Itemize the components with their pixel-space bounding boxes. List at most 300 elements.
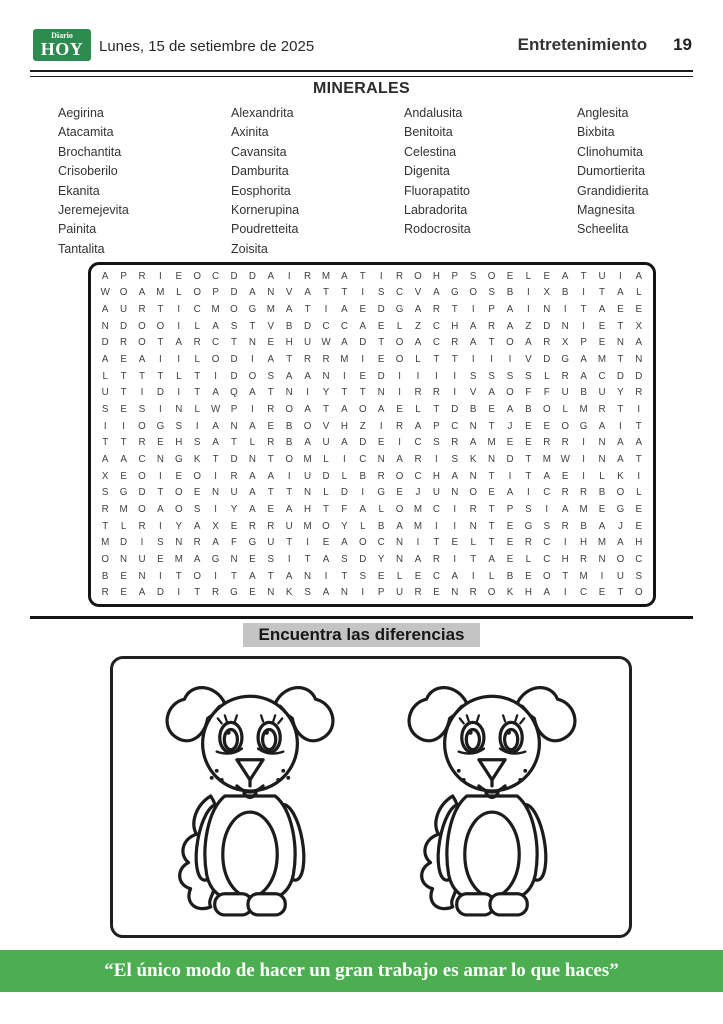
grid-letter: L — [360, 520, 366, 532]
grid-letter: E — [322, 537, 330, 549]
grid-letter: U — [432, 487, 440, 499]
grid-letter: R — [469, 587, 477, 599]
grid-letter: E — [525, 420, 532, 432]
grid-letter: B — [561, 287, 569, 299]
grid-letter: T — [488, 537, 495, 549]
grid-letter: T — [617, 354, 624, 366]
grid-letter: S — [488, 370, 495, 382]
grid-letter: V — [285, 287, 293, 299]
grid-letter: D — [635, 370, 643, 382]
grid-letter: N — [230, 553, 238, 565]
grid-letter: O — [193, 270, 201, 282]
grid-letter: I — [306, 537, 309, 549]
grid-letter: R — [396, 420, 404, 432]
grid-letter: R — [212, 587, 220, 599]
grid-letter: O — [248, 370, 257, 382]
grid-letter: C — [432, 337, 440, 349]
grid-letter: T — [286, 487, 293, 499]
grid-letter: O — [193, 570, 201, 582]
grid-letter: I — [619, 420, 622, 432]
grid-letter: T — [194, 370, 201, 382]
grid-letter: R — [580, 553, 588, 565]
grid-letter: A — [285, 304, 293, 316]
grid-letter: G — [524, 520, 533, 532]
grid-letter: T — [378, 337, 385, 349]
grid-letter: T — [267, 453, 274, 465]
header-right — [518, 35, 692, 55]
quote-text: “El único modo de hacer un gran trabajo es amar lo que haces” — [104, 960, 619, 981]
grid-letter: A — [157, 503, 164, 515]
grid-letter: G — [230, 587, 238, 599]
grid-letter: A — [249, 387, 256, 399]
grid-letter: Y — [617, 387, 624, 399]
grid-letter: Y — [230, 503, 238, 515]
grid-letter: R — [432, 387, 440, 399]
grid-letter: M — [156, 287, 165, 299]
grid-letter: I — [563, 537, 567, 549]
grid-letter: O — [174, 503, 183, 515]
grid-letter: D — [359, 337, 367, 349]
grid-letter: A — [617, 437, 624, 449]
grid-letter: E — [598, 503, 606, 515]
grid-letter: A — [212, 320, 219, 332]
grid-letter: T — [323, 503, 329, 515]
grid-letter: I — [637, 404, 641, 416]
grid-letter: I — [453, 387, 457, 399]
grid-letter: O — [542, 404, 551, 416]
grid-letter: R — [120, 337, 128, 349]
grid-letter: C — [432, 320, 440, 332]
grid-letter: U — [304, 337, 312, 349]
grid-letter: D — [156, 387, 164, 399]
word-item: Poudretteita — [231, 222, 299, 237]
grid-letter: U — [138, 553, 146, 565]
grid-letter: E — [598, 337, 606, 349]
grid-letter: D — [156, 587, 164, 599]
grid-letter: H — [561, 553, 569, 565]
section-divider — [30, 616, 693, 619]
grid-letter: P — [230, 404, 238, 416]
word-item: Aegirina — [58, 106, 104, 120]
word-item: Atacamita — [58, 125, 114, 140]
word-item: Anglesita — [577, 106, 629, 120]
grid-letter: C — [396, 287, 404, 299]
grid-letter: N — [304, 487, 312, 499]
grid-letter: B — [580, 387, 587, 399]
grid-letter: J — [415, 487, 421, 499]
word-item: Digenita — [404, 164, 450, 179]
grid-letter: B — [377, 520, 385, 532]
grid-letter: R — [304, 354, 312, 366]
grid-letter: W — [560, 453, 570, 465]
grid-letter: R — [598, 404, 606, 416]
grid-letter: N — [156, 453, 164, 465]
grid-letter: O — [193, 470, 201, 482]
grid-letter: I — [453, 553, 457, 565]
word-column — [58, 104, 231, 259]
grid-letter: A — [212, 537, 219, 549]
grid-letter: U — [267, 537, 275, 549]
grid-letter: E — [157, 437, 164, 449]
grid-letter: T — [433, 354, 440, 366]
grid-letter: B — [580, 520, 587, 532]
grid-letter: S — [101, 487, 109, 499]
grid-letter: O — [561, 420, 569, 432]
grid-letter: O — [395, 503, 404, 515]
grid-letter: A — [580, 354, 587, 366]
grid-letter: E — [120, 404, 127, 416]
grid-letter: I — [287, 270, 291, 282]
grid-letter: E — [396, 487, 403, 499]
grid-letter: T — [157, 487, 164, 499]
grid-letter: O — [138, 320, 146, 332]
grid-letter: T — [617, 320, 624, 332]
grid-letter: A — [451, 470, 459, 482]
grid-letter: M — [413, 503, 423, 515]
grid-letter: I — [214, 503, 217, 515]
grid-letter: I — [159, 520, 162, 532]
grid-letter: N — [396, 553, 404, 565]
grid-letter: G — [561, 354, 569, 366]
grid-letter: R — [138, 437, 146, 449]
grid-letter: R — [414, 453, 422, 465]
grid-letter: Y — [341, 520, 348, 532]
grid-letter: A — [341, 437, 348, 449]
grid-letter: T — [323, 287, 329, 299]
grid-letter: E — [414, 570, 422, 582]
grid-letter: O — [506, 387, 514, 399]
grid-letter: T — [231, 337, 237, 349]
grid-letter: A — [138, 354, 146, 366]
grid-letter: C — [414, 470, 422, 482]
word-item: Clinohumita — [577, 144, 644, 159]
grid-letter: B — [469, 404, 477, 416]
grid-letter: R — [230, 470, 238, 482]
grid-letter: T — [599, 287, 605, 299]
grid-letter: C — [543, 537, 551, 549]
grid-letter: L — [544, 370, 550, 382]
word-item: Celestina — [404, 144, 457, 159]
grid-letter: T — [359, 387, 366, 399]
grid-letter: H — [175, 437, 183, 449]
grid-letter: L — [378, 503, 384, 515]
grid-letter: A — [101, 270, 109, 282]
grid-letter: E — [506, 537, 514, 549]
word-column — [231, 104, 404, 259]
grid-letter: E — [506, 437, 514, 449]
grid-letter: E — [525, 570, 532, 582]
logo-top-text: Diario — [51, 31, 73, 40]
grid-letter: O — [542, 570, 551, 582]
grid-letter: X — [635, 320, 643, 332]
grid-letter: N — [469, 520, 477, 532]
puppy-drawing-left — [144, 671, 356, 923]
grid-letter: H — [432, 270, 440, 282]
grid-letter: X — [543, 287, 551, 299]
grid-letter: A — [101, 354, 109, 366]
grid-letter: A — [138, 587, 146, 599]
grid-letter: D — [451, 404, 459, 416]
word-item: Cavansita — [231, 144, 287, 159]
grid-letter: M — [413, 520, 423, 532]
grid-letter: T — [175, 570, 182, 582]
grid-letter: A — [433, 287, 440, 299]
grid-letter: B — [101, 570, 109, 582]
grid-letter: F — [341, 503, 348, 515]
grid-letter: R — [377, 470, 385, 482]
grid-letter: T — [267, 387, 274, 399]
grid-letter: A — [193, 553, 201, 565]
grid-letter: A — [249, 420, 256, 432]
grid-letter: B — [598, 487, 606, 499]
grid-letter: O — [395, 470, 404, 482]
grid-letter: T — [488, 337, 495, 349]
grid-letter: G — [616, 503, 625, 515]
grid-letter: T — [194, 587, 201, 599]
grid-letter: R — [414, 387, 422, 399]
grid-letter: I — [177, 587, 181, 599]
grid-letter: N — [175, 537, 183, 549]
grid-letter: D — [120, 320, 128, 332]
grid-letter: T — [525, 470, 532, 482]
grid-letter: T — [580, 304, 587, 316]
grid-letter: A — [359, 320, 367, 332]
grid-letter: O — [303, 420, 312, 432]
grid-letter: Z — [359, 420, 366, 432]
grid-letter: I — [582, 320, 585, 332]
grid-letter: E — [157, 553, 164, 565]
grid-letter: S — [267, 553, 275, 565]
grid-letter: C — [451, 420, 459, 432]
word-item: Eosphorita — [231, 183, 291, 198]
grid-letter: B — [525, 404, 532, 416]
grid-letter: A — [488, 553, 495, 565]
grid-letter: M — [211, 304, 220, 316]
grid-letter: D — [543, 354, 551, 366]
grid-letter: A — [341, 337, 348, 349]
grid-letter: R — [101, 587, 109, 599]
grid-letter: O — [119, 287, 128, 299]
grid-letter: T — [433, 537, 440, 549]
grid-letter: O — [487, 587, 496, 599]
grid-letter: L — [194, 320, 200, 332]
grid-letter: R — [524, 537, 532, 549]
grid-letter: A — [193, 520, 201, 532]
grid-letter: U — [230, 487, 238, 499]
grid-letter: E — [488, 404, 495, 416]
grid-letter: I — [343, 453, 346, 465]
grid-letter: D — [230, 453, 238, 465]
grid-letter: E — [267, 337, 275, 349]
grid-letter: T — [488, 503, 495, 515]
grid-letter: I — [398, 370, 401, 382]
grid-letter: T — [635, 420, 642, 432]
grid-letter: T — [304, 553, 311, 565]
grid-letter: I — [398, 387, 401, 399]
grid-letter: N — [230, 420, 238, 432]
header-rule-thin — [30, 76, 693, 77]
grid-letter: I — [398, 437, 401, 449]
grid-letter: A — [506, 487, 514, 499]
grid-letter: R — [469, 503, 477, 515]
grid-letter: A — [617, 537, 624, 549]
word-item: Scheelita — [577, 222, 629, 237]
grid-letter: T — [359, 270, 366, 282]
grid-letter: O — [138, 470, 146, 482]
grid-letter: P — [506, 503, 514, 515]
grid-letter: N — [267, 287, 275, 299]
grid-letter: E — [635, 304, 643, 316]
grid-letter: Y — [377, 553, 385, 565]
grid-letter: E — [598, 320, 606, 332]
grid-letter: N — [451, 487, 459, 499]
grid-letter: N — [451, 587, 459, 599]
grid-letter: L — [102, 370, 108, 382]
grid-letter: I — [251, 404, 254, 416]
grid-letter: M — [321, 270, 331, 282]
grid-letter: O — [285, 453, 293, 465]
grid-letter: P — [451, 270, 459, 282]
grid-letter: T — [194, 387, 201, 399]
grid-letter: P — [377, 587, 385, 599]
grid-letter: F — [543, 387, 550, 399]
grid-letter: R — [396, 270, 404, 282]
grid-letter: A — [101, 304, 109, 316]
grid-letter: A — [249, 287, 256, 299]
grid-letter: Z — [525, 320, 532, 332]
grid-letter: C — [432, 570, 440, 582]
grid-letter: R — [138, 304, 146, 316]
grid-letter: G — [248, 537, 257, 549]
grid-letter: N — [138, 570, 146, 582]
grid-letter: I — [453, 520, 457, 532]
grid-letter: E — [506, 520, 514, 532]
grid-letter: E — [267, 420, 275, 432]
grid-letter: G — [395, 304, 404, 316]
grid-letter: A — [249, 570, 256, 582]
grid-letter: T — [286, 537, 293, 549]
grid-letter: R — [432, 304, 440, 316]
grid-letter: N — [322, 370, 330, 382]
grid-letter: N — [120, 553, 128, 565]
grid-letter: A — [506, 304, 514, 316]
grid-letter: E — [451, 537, 459, 549]
grid-letter: E — [543, 420, 551, 432]
grid-letter: S — [469, 370, 477, 382]
grid-letter: D — [230, 370, 238, 382]
grid-letter: A — [249, 470, 256, 482]
grid-letter: M — [303, 520, 312, 532]
word-item: Labradorita — [404, 203, 468, 218]
grid-letter: I — [379, 420, 383, 432]
grid-letter: U — [561, 387, 569, 399]
grid-letter: K — [193, 453, 201, 465]
grid-letter: O — [506, 337, 514, 349]
grid-letter: N — [396, 537, 404, 549]
grid-letter: I — [471, 570, 475, 582]
grid-letter: I — [306, 387, 309, 399]
grid-letter: S — [193, 503, 201, 515]
grid-letter: D — [101, 337, 109, 349]
grid-letter: O — [211, 354, 220, 366]
grid-letter: E — [377, 354, 385, 366]
grid-letter: O — [487, 270, 496, 282]
quote-bar — [0, 950, 723, 992]
grid-letter: A — [598, 420, 606, 432]
word-item: Bixbita — [577, 125, 615, 140]
grid-letter: E — [543, 270, 551, 282]
grid-letter: O — [395, 354, 404, 366]
grid-letter: M — [597, 537, 607, 549]
grid-letter: A — [414, 420, 422, 432]
grid-letter: M — [579, 404, 588, 416]
grid-letter: E — [120, 354, 127, 366]
grid-letter: R — [451, 437, 459, 449]
grid-letter: H — [285, 337, 293, 349]
grid-letter: A — [285, 503, 293, 515]
grid-letter: Q — [230, 387, 238, 399]
grid-letter: R — [432, 553, 440, 565]
grid-letter: N — [340, 587, 348, 599]
grid-letter: R — [101, 503, 109, 515]
grid-letter: O — [230, 304, 238, 316]
grid-letter: A — [506, 404, 514, 416]
grid-letter: I — [582, 453, 585, 465]
grid-letter: O — [156, 320, 165, 332]
grid-letter: A — [341, 304, 348, 316]
grid-letter: A — [635, 337, 643, 349]
grid-letter: E — [175, 270, 183, 282]
grid-letter: O — [469, 487, 477, 499]
grid-letter: I — [103, 420, 107, 432]
grid-letter: T — [157, 370, 164, 382]
grid-letter: S — [341, 553, 348, 565]
grid-letter: I — [582, 437, 585, 449]
grid-letter: G — [156, 420, 165, 432]
grid-letter: D — [138, 487, 146, 499]
grid-letter: C — [635, 553, 643, 565]
grid-letter: L — [488, 570, 495, 582]
grid-letter: I — [508, 470, 512, 482]
grid-letter: N — [616, 337, 624, 349]
grid-letter: P — [580, 337, 587, 349]
word-item: Axinita — [231, 125, 269, 140]
grid-letter: C — [322, 320, 330, 332]
grid-letter: I — [361, 354, 365, 366]
grid-letter: I — [361, 487, 365, 499]
grid-letter: C — [193, 304, 201, 316]
grid-letter: G — [119, 487, 128, 499]
grid-letter: S — [635, 570, 643, 582]
grid-letter: K — [469, 453, 477, 465]
grid-letter: A — [414, 304, 422, 316]
grid-letter: I — [177, 320, 181, 332]
grid-letter: R — [322, 354, 330, 366]
grid-letter: A — [212, 437, 219, 449]
grid-letter: O — [469, 287, 477, 299]
grid-letter: H — [635, 537, 643, 549]
grid-letter: I — [563, 587, 567, 599]
grid-letter: G — [450, 287, 459, 299]
grid-letter: T — [488, 420, 495, 432]
grid-letter: N — [598, 437, 606, 449]
grid-letter: P — [433, 420, 440, 432]
grid-letter: N — [377, 453, 385, 465]
grid-letter: S — [101, 404, 109, 416]
grid-letter: L — [323, 453, 329, 465]
grid-letter: T — [231, 570, 237, 582]
grid-letter: R — [193, 337, 201, 349]
